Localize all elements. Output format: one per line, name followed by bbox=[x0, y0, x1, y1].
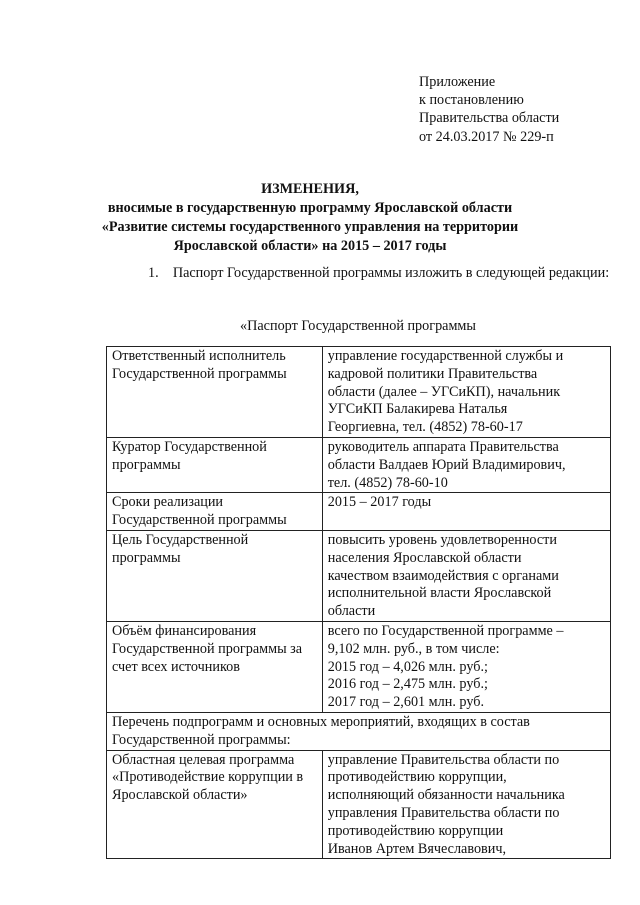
cell-line: управление государственной службы и bbox=[327, 348, 564, 364]
cell-line: программы bbox=[112, 456, 181, 473]
cell-line: Ярославской области» bbox=[112, 787, 248, 804]
row-label-cell bbox=[107, 530, 323, 621]
table-row bbox=[107, 437, 611, 492]
subprograms-header-cell bbox=[107, 712, 611, 750]
cell-line: области Валдаев Юрий Владимирович, bbox=[327, 456, 566, 473]
cell-line: Куратор Государственной bbox=[112, 438, 267, 455]
cell-line: Перечень подпрограмм и основных мероприятий, входящих в состав bbox=[112, 713, 530, 730]
annex-line: от 24.03.2017 № 229-п bbox=[419, 128, 554, 145]
cell-line: 2017 год – 2,601 млн. руб. bbox=[327, 694, 485, 711]
cell-line: Областная целевая программа bbox=[112, 751, 295, 768]
cell-line: руководитель аппарата Правительства bbox=[327, 438, 559, 455]
item-paragraph: 1. Паспорт Государственной программы изложить в следующей редакции: bbox=[148, 265, 610, 281]
cell-line: УГСиКП Балакирева Наталья bbox=[327, 401, 508, 418]
cell-line: Государственной программы bbox=[112, 512, 287, 529]
row-value-cell bbox=[322, 530, 610, 621]
cell-line: Государственной программы: bbox=[112, 731, 291, 748]
annex-block bbox=[419, 73, 559, 146]
cell-line: качеством взаимодействия с органами bbox=[327, 567, 559, 584]
row-label-cell bbox=[107, 750, 323, 859]
table-row bbox=[107, 530, 611, 621]
cell-line: Ответственный исполнитель bbox=[112, 348, 286, 364]
passport-title: «Паспорт Государственной программы bbox=[240, 318, 476, 334]
cell-line: управления Правительства области по bbox=[327, 804, 560, 821]
row-value-cell bbox=[322, 621, 610, 712]
annex-line: Правительства области bbox=[419, 110, 560, 127]
cell-line: 2015 – 2017 годы bbox=[327, 494, 432, 511]
table-row-subprograms-header bbox=[107, 712, 611, 750]
cell-line: 2016 год – 2,475 млн. руб.; bbox=[327, 676, 488, 693]
cell-line: Георгиевна, тел. (4852) 78-60-17 bbox=[327, 419, 523, 436]
cell-line: повысить уровень удовлетворенности bbox=[327, 531, 557, 548]
table-row bbox=[107, 347, 611, 438]
heading-line: ИЗМЕНЕНИЯ, bbox=[261, 181, 359, 197]
annex-line: к постановлению bbox=[419, 92, 524, 109]
table-row bbox=[107, 493, 611, 531]
row-value-cell bbox=[322, 750, 610, 859]
cell-line: тел. (4852) 78-60-10 bbox=[327, 474, 448, 491]
row-value-cell bbox=[322, 493, 610, 531]
row-label-cell bbox=[107, 493, 323, 531]
heading-line: Ярославской области» на 2015 – 2017 годы bbox=[173, 238, 447, 254]
cell-line: Объём финансирования bbox=[112, 622, 257, 639]
cell-line: Цель Государственной bbox=[112, 531, 249, 548]
heading-line: «Развитие системы государственного управления на территории bbox=[101, 219, 519, 235]
passport-table bbox=[106, 346, 611, 859]
cell-line: 2015 год – 4,026 млн. руб.; bbox=[327, 658, 488, 675]
row-value-cell bbox=[322, 437, 610, 492]
document-heading bbox=[100, 180, 520, 256]
cell-line: всего по Государственной программе – bbox=[327, 622, 564, 639]
cell-line: Государственной программы bbox=[112, 365, 287, 382]
cell-line: Государственной программы за bbox=[112, 640, 303, 657]
cell-line: исполнительной власти Ярославской bbox=[327, 585, 552, 602]
cell-line: «Противодействие коррупции в bbox=[112, 769, 304, 786]
cell-line: области bbox=[327, 603, 376, 620]
cell-line: счет всех источников bbox=[112, 658, 240, 675]
row-value-cell bbox=[322, 347, 610, 438]
table-row bbox=[107, 621, 611, 712]
cell-line: кадровой политики Правительства bbox=[327, 365, 538, 382]
annex-line: Приложение bbox=[419, 74, 496, 90]
cell-line: исполняющий обязанности начальника bbox=[327, 787, 565, 804]
cell-line: противодействию коррупции bbox=[327, 822, 504, 839]
cell-line: управление Правительства области по bbox=[327, 751, 560, 768]
table-row bbox=[107, 750, 611, 859]
cell-line: программы bbox=[112, 549, 181, 566]
cell-line: населения Ярославской области bbox=[327, 549, 522, 566]
cell-line: 9,102 млн. руб., в том числе: bbox=[327, 640, 500, 657]
cell-line: противодействию коррупции, bbox=[327, 769, 507, 786]
heading-line: вносимые в государственную программу Ярославской области bbox=[107, 200, 513, 216]
row-label-cell bbox=[107, 347, 323, 438]
cell-line: области (далее – УГСиКП), начальник bbox=[327, 383, 561, 400]
cell-line: Сроки реализации bbox=[112, 494, 224, 511]
cell-line: Иванов Артем Вячеславович, bbox=[327, 840, 507, 857]
row-label-cell bbox=[107, 437, 323, 492]
row-label-cell bbox=[107, 621, 323, 712]
